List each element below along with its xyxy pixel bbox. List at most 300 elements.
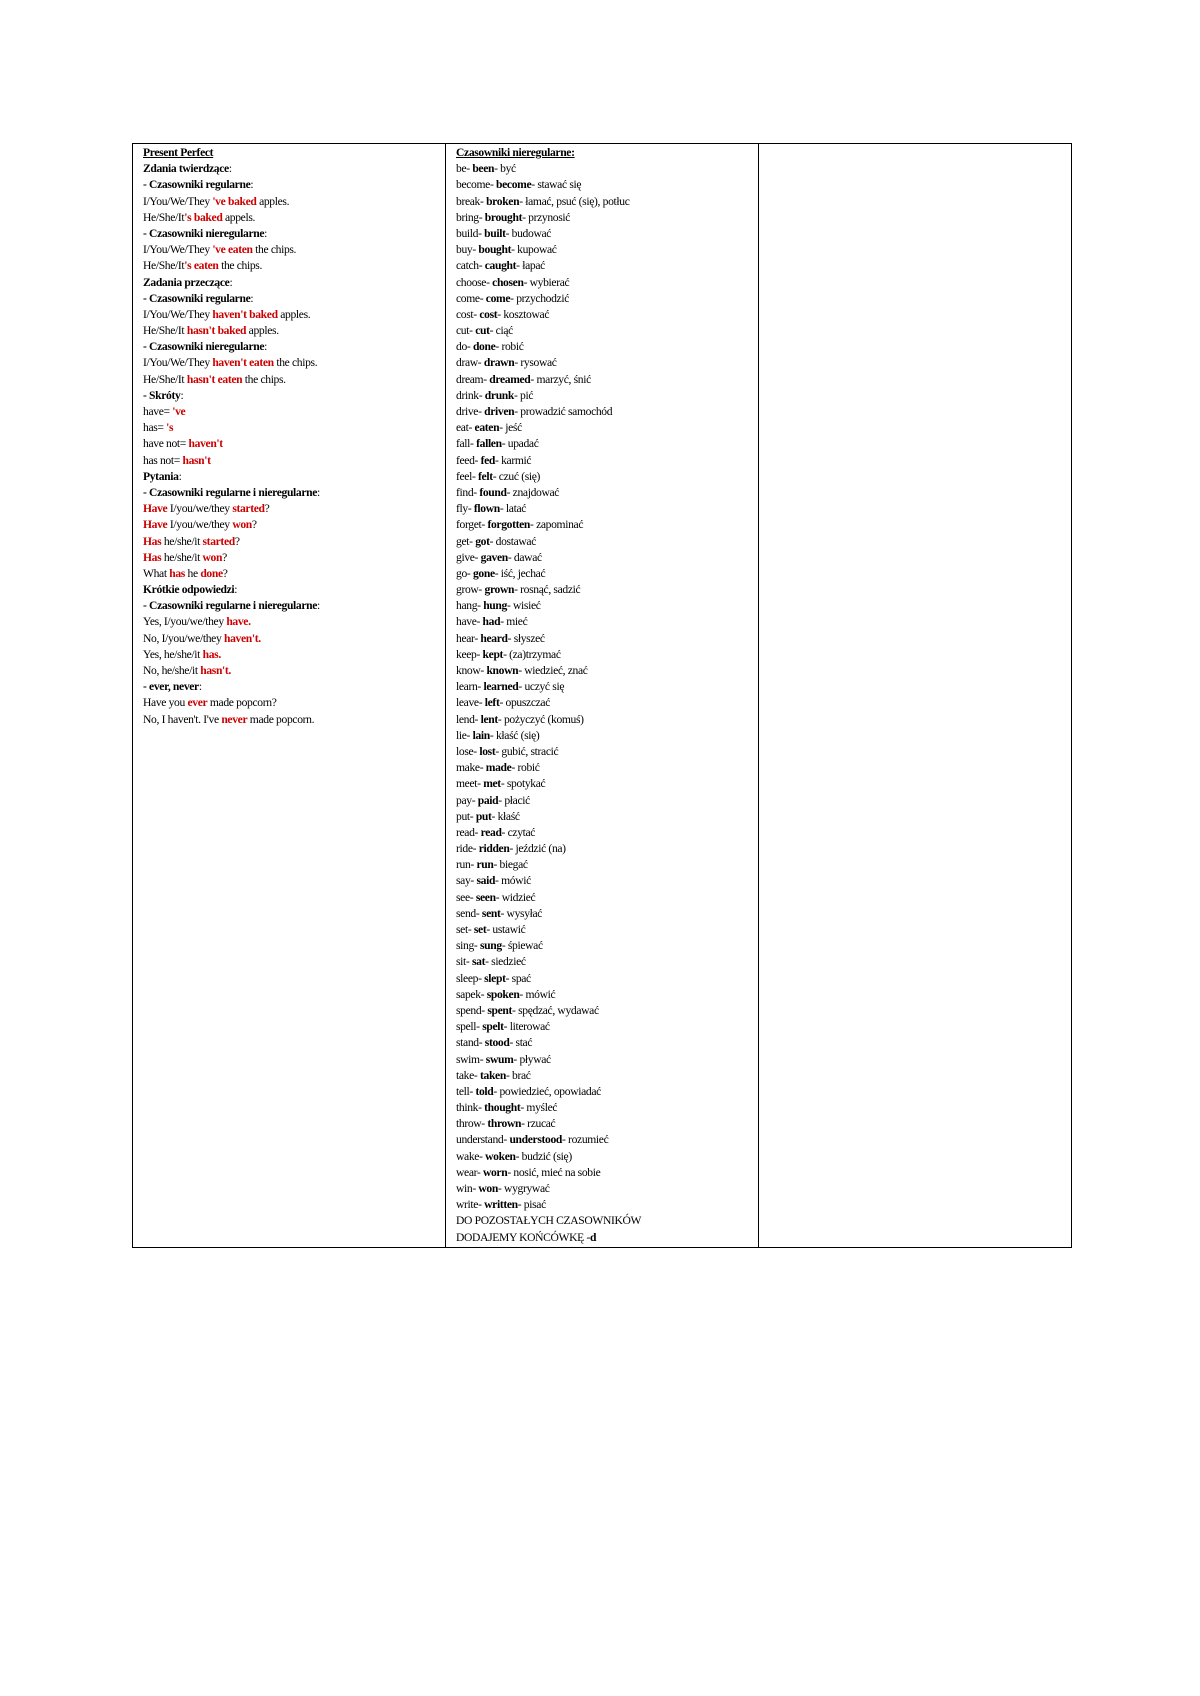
text-line (143, 210, 439, 226)
text-segment: he/she/it (161, 550, 203, 564)
irregular-verbs-column (446, 144, 759, 1248)
text-segment: : (317, 485, 320, 499)
text-segment: write- (456, 1198, 485, 1212)
verb-entry (456, 712, 752, 728)
text-segment: - jeździć (na) (509, 842, 566, 856)
verb-entry (456, 145, 752, 161)
verb-entry (456, 404, 752, 420)
bold-text: Czasowniki nieregularne: (456, 146, 575, 159)
bold-text: spent (487, 1003, 513, 1017)
text-segment: - ciąć (489, 324, 513, 338)
verb-entry (456, 339, 752, 355)
text-segment: - upadać (501, 437, 539, 451)
highlighted-form: done (200, 566, 223, 580)
text-line (143, 404, 439, 420)
text-segment: get- (456, 534, 476, 548)
text-segment: buy- (456, 243, 479, 257)
text-segment: He/She/It (143, 259, 185, 273)
highlighted-form: 've eaten (212, 243, 253, 257)
text-segment: - brać (505, 1068, 531, 1082)
text-segment: choose- (456, 275, 493, 289)
highlighted-form: started (202, 534, 235, 548)
text-segment: - iść, jechać (494, 566, 546, 580)
text-segment: say- (456, 874, 477, 888)
text-line (143, 695, 439, 711)
text-segment: - dostawać (489, 534, 536, 548)
verb-entry (456, 485, 752, 501)
text-segment: - wygrywać (497, 1182, 550, 1195)
verb-entry (456, 534, 752, 550)
text-segment: - mieć (500, 615, 528, 629)
text-segment: : (180, 388, 184, 402)
text-segment: take- (456, 1068, 480, 1082)
bold-text: bought (478, 243, 512, 257)
text-segment: swim- (456, 1052, 486, 1066)
text-segment: ? (222, 550, 227, 564)
verb-entry (456, 1052, 752, 1068)
text-segment: - spać (505, 971, 531, 985)
verb-entry (456, 210, 752, 226)
bold-text: learned (483, 680, 519, 694)
text-segment: apples. (277, 307, 311, 321)
verb-entry (456, 1165, 752, 1181)
text-line (143, 534, 439, 550)
table-row (133, 144, 1072, 1248)
bold-text: dreamed (489, 372, 531, 386)
text-segment: - (za)trzymać (503, 647, 561, 661)
verb-entry (456, 906, 752, 922)
bold-text: sat (471, 955, 486, 969)
verb-entry (456, 1213, 752, 1229)
text-segment: drink- (456, 388, 485, 402)
text-segment: cut- (456, 324, 476, 338)
text-segment: the chips. (218, 259, 263, 273)
text-segment: sapek- (456, 987, 487, 1001)
text-segment: set- (456, 923, 474, 936)
text-segment: He/She/It (143, 210, 185, 224)
text-segment: meet- (456, 777, 484, 791)
bold-text: understood (509, 1133, 562, 1147)
verb-entry (456, 161, 752, 177)
bold-text: - Skróty (143, 388, 181, 402)
bold-text: - Czasowniki nieregularne (143, 340, 265, 354)
verb-entry (456, 566, 752, 582)
text-line (143, 663, 439, 679)
text-segment: catch- (456, 259, 485, 273)
verb-entry (456, 1181, 752, 1197)
verb-entry (456, 226, 752, 242)
text-segment: he/she/it (161, 534, 203, 548)
text-line (143, 582, 439, 598)
bold-text: Zadania przeczące (143, 275, 230, 289)
highlighted-form: won (202, 550, 223, 564)
highlighted-form: 's eaten (184, 259, 219, 273)
text-segment: - rzucać (521, 1117, 556, 1131)
text-segment: I/You/We/They (143, 356, 213, 370)
text-segment: fall- (456, 437, 477, 451)
text-line (143, 258, 439, 274)
text-segment: - robić (495, 340, 524, 354)
bold-text: chosen (492, 275, 524, 289)
text-segment: - płacić (498, 793, 530, 807)
text-segment: - stać (509, 1036, 533, 1050)
text-segment: - siedzieć (485, 955, 526, 969)
text-segment: - łapać (516, 259, 545, 273)
text-segment: DO POZOSTAŁYCH CZASOWNIKÓW (456, 1214, 642, 1228)
text-segment: become- (456, 178, 497, 192)
bold-text: spelt (482, 1020, 504, 1034)
text-segment: wear- (456, 1165, 483, 1179)
bold-text: - Czasowniki regularne i nieregularne (143, 599, 318, 613)
text-segment: be- (456, 162, 473, 176)
text-line (143, 517, 439, 533)
text-segment: made popcorn? (207, 696, 277, 710)
text-segment: the chips. (252, 243, 297, 257)
text-segment: - rysować (514, 356, 557, 370)
bold-text: brought (484, 210, 523, 224)
verb-entry (456, 1230, 752, 1246)
bold-text: ridden (478, 842, 510, 856)
text-segment: : (178, 469, 182, 483)
text-segment: - jeść (499, 421, 522, 435)
bold-text: - Czasowniki nieregularne (143, 226, 265, 240)
text-segment: eat- (456, 421, 475, 435)
text-segment: throw- (456, 1117, 488, 1131)
verb-entry (456, 890, 752, 906)
highlighted-form: Have (143, 502, 168, 516)
highlighted-form: haven't eaten (212, 356, 274, 370)
text-segment: feel- (456, 469, 479, 483)
bold-text: grown (484, 583, 515, 597)
bold-text: slept (484, 971, 506, 985)
text-segment: - znajdować (506, 485, 560, 499)
text-segment: - robić (511, 761, 540, 775)
bold-text: thrown (487, 1117, 522, 1131)
bold-text: paid (477, 793, 499, 807)
text-segment: ? (234, 534, 240, 548)
text-segment: think- (456, 1101, 485, 1115)
text-segment: find- (456, 485, 480, 499)
text-segment: make- (456, 761, 486, 775)
bold-text: hung (483, 599, 507, 613)
text-line (143, 177, 439, 193)
highlighted-form: won (232, 518, 252, 532)
text-segment: DODAJEMY KOŃCÓWKĘ - (456, 1230, 590, 1244)
bold-text: thought (484, 1101, 521, 1115)
bold-text: built (484, 226, 506, 240)
text-line (143, 712, 439, 728)
bold-text: stood (484, 1036, 510, 1050)
text-segment: - powiedzieć, opowiadać (493, 1084, 601, 1098)
verb-entry (456, 355, 752, 371)
bold-text: met (483, 777, 501, 791)
text-segment: - karmić (495, 453, 532, 467)
verb-entry (456, 291, 752, 307)
bold-text: come (485, 291, 511, 305)
verb-entry (456, 631, 752, 647)
verb-entry (456, 793, 752, 809)
bold-text: told (475, 1084, 494, 1098)
text-line (143, 679, 439, 695)
text-segment: put- (456, 809, 476, 823)
text-segment: What (143, 566, 170, 580)
verb-entry (456, 420, 752, 436)
bold-text: Present Perfect (143, 146, 214, 159)
bold-text: worn (482, 1165, 508, 1179)
text-segment: hang- (456, 599, 484, 613)
verb-entry (456, 809, 752, 825)
text-segment: : (234, 583, 238, 597)
text-segment: I/You/We/They (143, 243, 213, 257)
bold-text: got (475, 534, 490, 548)
bold-text: swum (485, 1052, 514, 1066)
verb-entry (456, 987, 752, 1003)
bold-text: seen (475, 890, 496, 904)
bold-text: felt (478, 469, 493, 483)
text-segment: drive- (456, 405, 485, 418)
text-segment: see- (456, 890, 476, 904)
highlighted-form: has (169, 566, 185, 580)
text-line (143, 226, 439, 242)
text-segment: - gubić, stracić (495, 744, 559, 758)
text-segment: - słyszeć (507, 631, 545, 645)
bold-text: heard (480, 631, 508, 645)
bold-text: spoken (486, 987, 520, 1001)
text-segment: - pisać (517, 1198, 546, 1212)
highlighted-form: 's baked (184, 210, 223, 224)
verb-entry (456, 1019, 752, 1035)
text-segment: ? (264, 502, 270, 516)
text-segment: cost- (456, 307, 480, 321)
text-segment: - kłaść (się) (489, 728, 540, 742)
text-segment: pay- (456, 793, 478, 807)
verb-entry (456, 679, 752, 695)
bold-text: set (473, 923, 487, 936)
text-segment: - ustawić (486, 923, 526, 936)
text-segment: come- (456, 291, 486, 305)
text-segment: - mówić (495, 874, 531, 888)
text-line (143, 145, 439, 161)
verb-entry (456, 954, 752, 970)
text-segment: - pić (513, 388, 534, 402)
text-segment: - spotykać (500, 777, 546, 791)
text-segment: He/She/It (143, 372, 187, 386)
text-segment: - wiedzieć, znać (518, 664, 588, 677)
text-segment: apples. (246, 324, 279, 338)
bold-text: - ever, never (143, 680, 199, 694)
text-segment: forget- (456, 518, 488, 532)
highlighted-form: haven't baked (212, 307, 278, 321)
text-segment: send- (456, 906, 482, 920)
text-segment: No, I/you/we/they (143, 631, 224, 645)
text-segment: made popcorn. (247, 712, 315, 726)
text-segment: Have you (143, 696, 188, 710)
text-segment: - czuć (się) (492, 469, 541, 483)
text-segment: have= (143, 405, 173, 418)
text-segment: lend- (456, 712, 481, 726)
text-segment: dream- (456, 372, 490, 386)
text-segment: - przychodzić (510, 291, 569, 305)
text-line (143, 566, 439, 582)
text-segment: have not= (143, 437, 189, 451)
highlighted-form: 've (172, 405, 186, 418)
verb-entry (456, 469, 752, 485)
text-line (143, 355, 439, 371)
text-segment: - wysyłać (500, 906, 543, 920)
bold-text: become (496, 178, 532, 192)
text-segment: : (250, 291, 254, 305)
verb-entry (456, 242, 752, 258)
bold-text: Krótkie odpowiedzi (143, 583, 235, 597)
verb-entry (456, 695, 752, 711)
bold-text: Pytania (143, 469, 179, 483)
text-segment: spell- (456, 1020, 483, 1034)
text-segment: I/You/We/They (143, 194, 213, 208)
bold-text: woken (485, 1149, 516, 1163)
text-segment: do- (456, 340, 473, 354)
text-segment: - czytać (501, 825, 536, 839)
verb-entry (456, 744, 752, 760)
text-line (143, 372, 439, 388)
highlighted-form: 've baked (212, 194, 257, 208)
verb-entry (456, 550, 752, 566)
text-segment: - myśleć (520, 1101, 558, 1115)
text-segment: - mówić (519, 987, 556, 1001)
verb-entry (456, 776, 752, 792)
text-line (143, 647, 439, 663)
bold-text: written (484, 1198, 518, 1212)
text-segment: : (250, 178, 254, 192)
text-segment: - prowadzić samochód (514, 405, 613, 418)
text-segment: Yes, he/she/it (143, 647, 203, 661)
text-segment: know- (456, 664, 487, 677)
present-perfect-column (133, 144, 446, 1248)
bold-text: sung (480, 939, 502, 953)
bold-text: cost (479, 307, 498, 321)
text-segment: build- (456, 226, 485, 240)
text-segment: bring- (456, 210, 485, 224)
bold-text: sent (481, 906, 501, 920)
text-segment: - być (494, 162, 516, 176)
text-segment: - rozumieć (562, 1133, 609, 1147)
text-segment: have- (456, 615, 483, 629)
text-line (143, 388, 439, 404)
bold-text: won (478, 1182, 498, 1195)
highlighted-form: never (221, 712, 248, 726)
text-segment: sit- (456, 955, 472, 969)
text-line (143, 275, 439, 291)
text-segment: sing- (456, 939, 480, 953)
verb-entry (456, 1068, 752, 1084)
bold-text: left (484, 696, 500, 710)
text-segment: tell- (456, 1084, 476, 1098)
text-line (143, 242, 439, 258)
text-segment: wake- (456, 1149, 486, 1163)
verb-entry (456, 598, 752, 614)
bold-text: lent (480, 712, 498, 726)
text-segment: : (229, 275, 233, 289)
text-segment: : (228, 162, 232, 176)
text-segment: - budzić (się) (515, 1149, 572, 1163)
text-segment: - śpiewać (501, 939, 543, 953)
text-line (143, 614, 439, 630)
text-segment: break- (456, 194, 487, 208)
bold-text: broken (486, 194, 520, 208)
highlighted-form: hasn't baked (186, 324, 247, 338)
text-segment: spend- (456, 1003, 488, 1017)
bold-text: put (475, 809, 492, 823)
text-segment: has not= (143, 453, 183, 467)
text-segment: - kupować (511, 243, 557, 257)
text-segment: He/She/It (143, 324, 187, 338)
text-segment: - wybierać (523, 275, 570, 289)
verb-entry (456, 388, 752, 404)
text-segment: has= (143, 421, 167, 435)
text-segment: No, he/she/it (143, 664, 201, 677)
highlighted-form: hasn't (182, 453, 211, 467)
highlighted-form: have. (226, 615, 251, 629)
bold-text: drunk (484, 388, 514, 402)
text-segment: fly- (456, 502, 474, 516)
bold-text: d (589, 1230, 597, 1244)
bold-text: drawn (483, 356, 515, 370)
text-segment: apples. (256, 194, 290, 208)
text-segment: I/you/we/they (167, 518, 233, 532)
bold-text: Zdania twierdzące (143, 162, 229, 176)
verb-entry (456, 258, 752, 274)
verb-entry (456, 194, 752, 210)
text-line (143, 469, 439, 485)
text-segment: - uczyć się (518, 680, 565, 694)
text-segment: - pływać (513, 1052, 551, 1066)
verb-entry (456, 647, 752, 663)
bold-text: lain (472, 728, 490, 742)
bold-text: - Czasowniki regularne (143, 178, 251, 192)
verb-entry (456, 1084, 752, 1100)
text-line (143, 291, 439, 307)
bold-text: - Czasowniki regularne i nieregularne (143, 485, 318, 499)
text-segment: feed- (456, 453, 481, 467)
text-segment: ride- (456, 842, 479, 856)
verb-entry (456, 938, 752, 954)
text-segment: - marzyć, śnić (530, 372, 591, 386)
empty-column (759, 144, 1072, 1248)
bold-text: had (482, 615, 501, 629)
text-segment: win- (456, 1182, 479, 1195)
bold-text: known (486, 664, 519, 677)
text-segment: - latać (499, 502, 527, 516)
verb-entry (456, 501, 752, 517)
highlighted-form: ever (187, 696, 208, 710)
bold-text: eaten (474, 421, 500, 435)
text-line (143, 194, 439, 210)
text-segment: give- (456, 550, 481, 564)
text-line (143, 550, 439, 566)
text-segment: - spędzać, wydawać (512, 1003, 599, 1017)
verb-entry (456, 1197, 752, 1213)
text-segment: - kosztować (497, 307, 550, 321)
text-segment: I/You/We/They (143, 307, 213, 321)
text-segment: sleep- (456, 971, 485, 985)
text-segment: appels. (222, 210, 256, 224)
text-segment: - wisieć (506, 599, 541, 613)
bold-text: found (479, 485, 507, 499)
text-line (143, 436, 439, 452)
text-segment: understand- (456, 1133, 510, 1147)
bold-text: lost (479, 744, 496, 758)
text-line (143, 631, 439, 647)
verb-entry (456, 971, 752, 987)
